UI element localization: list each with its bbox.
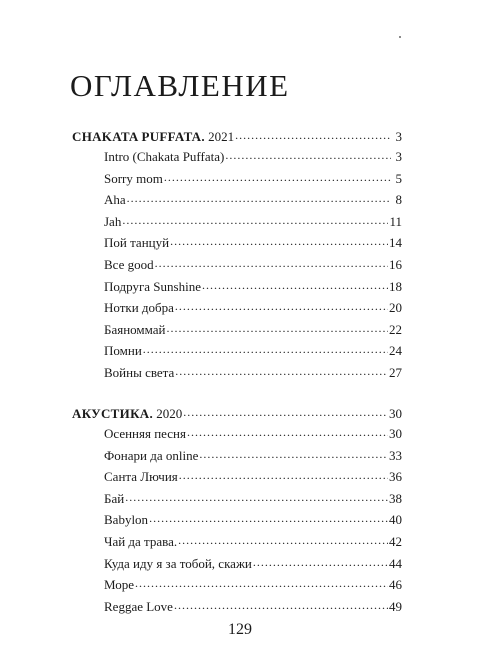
entry-title: Intro (Chakata Puffata) bbox=[104, 149, 225, 164]
entry-title: Помни bbox=[104, 343, 142, 359]
toc-entry bbox=[72, 146, 402, 168]
leader-dots bbox=[202, 276, 388, 291]
toc-heading: ОГЛАВЛЕНИЕ bbox=[70, 68, 290, 103]
section-page: 3 bbox=[395, 129, 402, 144]
entry-page: 20 bbox=[389, 300, 402, 316]
toc-entry bbox=[72, 509, 402, 531]
section-title: CHAKATA PUFFATA. 2021 bbox=[72, 129, 235, 144]
leader-dots bbox=[125, 488, 388, 503]
leader-dots bbox=[170, 232, 388, 247]
toc-entry bbox=[72, 488, 402, 510]
entry-page: 18 bbox=[389, 278, 402, 294]
entry-title: Reggae Love bbox=[104, 598, 173, 614]
entry-title: Войны света bbox=[104, 364, 175, 380]
entry-title: Осенняя песня bbox=[104, 426, 186, 441]
leader-dots bbox=[175, 362, 388, 377]
entry-page: 40 bbox=[389, 512, 402, 528]
entry-page: 30 bbox=[389, 426, 402, 441]
entry-title: Море bbox=[104, 577, 135, 593]
toc-entry bbox=[72, 297, 402, 319]
entry-title: Фонари да online bbox=[104, 447, 199, 463]
entry-title: Babylon bbox=[104, 512, 149, 528]
entry-page: 38 bbox=[389, 490, 402, 506]
section-entry bbox=[72, 126, 402, 146]
entry-title: Sorry mom bbox=[104, 170, 163, 186]
toc-entry bbox=[72, 445, 402, 467]
entry-page: 14 bbox=[389, 235, 402, 251]
entry-page: 24 bbox=[389, 343, 402, 359]
entry-page: 36 bbox=[389, 469, 402, 485]
page-number: 129 bbox=[228, 621, 252, 638]
entry-page: 16 bbox=[389, 256, 402, 272]
entry-title: Нотки добра bbox=[104, 300, 174, 316]
toc-entry bbox=[72, 362, 402, 384]
entry-title: Все good bbox=[104, 256, 154, 272]
entry-title: Куда иду я за тобой, скажи bbox=[104, 555, 252, 571]
toc-entry bbox=[72, 574, 402, 596]
leader-dots bbox=[135, 574, 388, 589]
entry-page: 49 bbox=[389, 598, 402, 614]
print-speck bbox=[399, 36, 401, 38]
entry-title: Jah bbox=[104, 213, 122, 229]
leader-dots bbox=[178, 531, 388, 546]
entry-page: 3 bbox=[395, 149, 402, 164]
leader-dots bbox=[143, 340, 388, 355]
toc-entry bbox=[72, 340, 402, 362]
entry-title: Подруга Sunshine bbox=[104, 278, 201, 294]
toc-entry bbox=[72, 232, 402, 254]
entry-title: Баяноммай bbox=[104, 321, 166, 337]
leader-dots bbox=[235, 126, 391, 141]
toc-entry bbox=[72, 168, 402, 190]
toc-entry bbox=[72, 466, 402, 488]
leader-dots bbox=[164, 168, 391, 183]
entry-title: Чай да трава. bbox=[104, 533, 178, 549]
entry-page: 11 bbox=[389, 213, 402, 229]
leader-dots bbox=[183, 403, 388, 418]
entry-page: 42 bbox=[389, 533, 402, 549]
leader-dots bbox=[225, 146, 391, 161]
leader-dots bbox=[167, 319, 388, 334]
entry-title: Санта Лючия bbox=[104, 469, 178, 485]
leader-dots bbox=[127, 189, 391, 204]
entry-page: 27 bbox=[389, 364, 402, 380]
section-page: 30 bbox=[389, 406, 402, 421]
section-entry bbox=[72, 403, 402, 423]
leader-dots bbox=[149, 509, 388, 524]
leader-dots bbox=[253, 553, 388, 568]
entry-page: 44 bbox=[389, 555, 402, 571]
section-title: АКУСТИКА. 2020 bbox=[72, 406, 183, 421]
entry-page: 33 bbox=[389, 447, 402, 463]
entry-page: 46 bbox=[389, 577, 402, 593]
leader-dots bbox=[122, 211, 388, 226]
leader-dots bbox=[199, 445, 388, 460]
entry-page: 5 bbox=[395, 170, 402, 186]
toc-entry bbox=[72, 423, 402, 445]
toc-section-akustika bbox=[72, 403, 402, 617]
entry-title: Aha bbox=[104, 192, 126, 208]
entry-page: 22 bbox=[389, 321, 402, 337]
toc-entry bbox=[72, 531, 402, 553]
toc-entry bbox=[72, 211, 402, 233]
toc-entry bbox=[72, 189, 402, 211]
leader-dots bbox=[175, 297, 388, 312]
toc-entry bbox=[72, 276, 402, 298]
leader-dots bbox=[155, 254, 388, 269]
toc-entry bbox=[72, 319, 402, 341]
leader-dots bbox=[187, 423, 388, 438]
entry-title: Пой танцуй bbox=[104, 235, 170, 251]
toc-entry bbox=[72, 553, 402, 575]
toc-section-chakata-puffata bbox=[72, 126, 402, 384]
leader-dots bbox=[179, 466, 388, 481]
toc-entry bbox=[72, 254, 402, 276]
leader-dots bbox=[174, 596, 388, 611]
toc-entry bbox=[72, 596, 402, 618]
entry-page: 8 bbox=[395, 192, 402, 208]
entry-title: Бай bbox=[104, 490, 125, 506]
